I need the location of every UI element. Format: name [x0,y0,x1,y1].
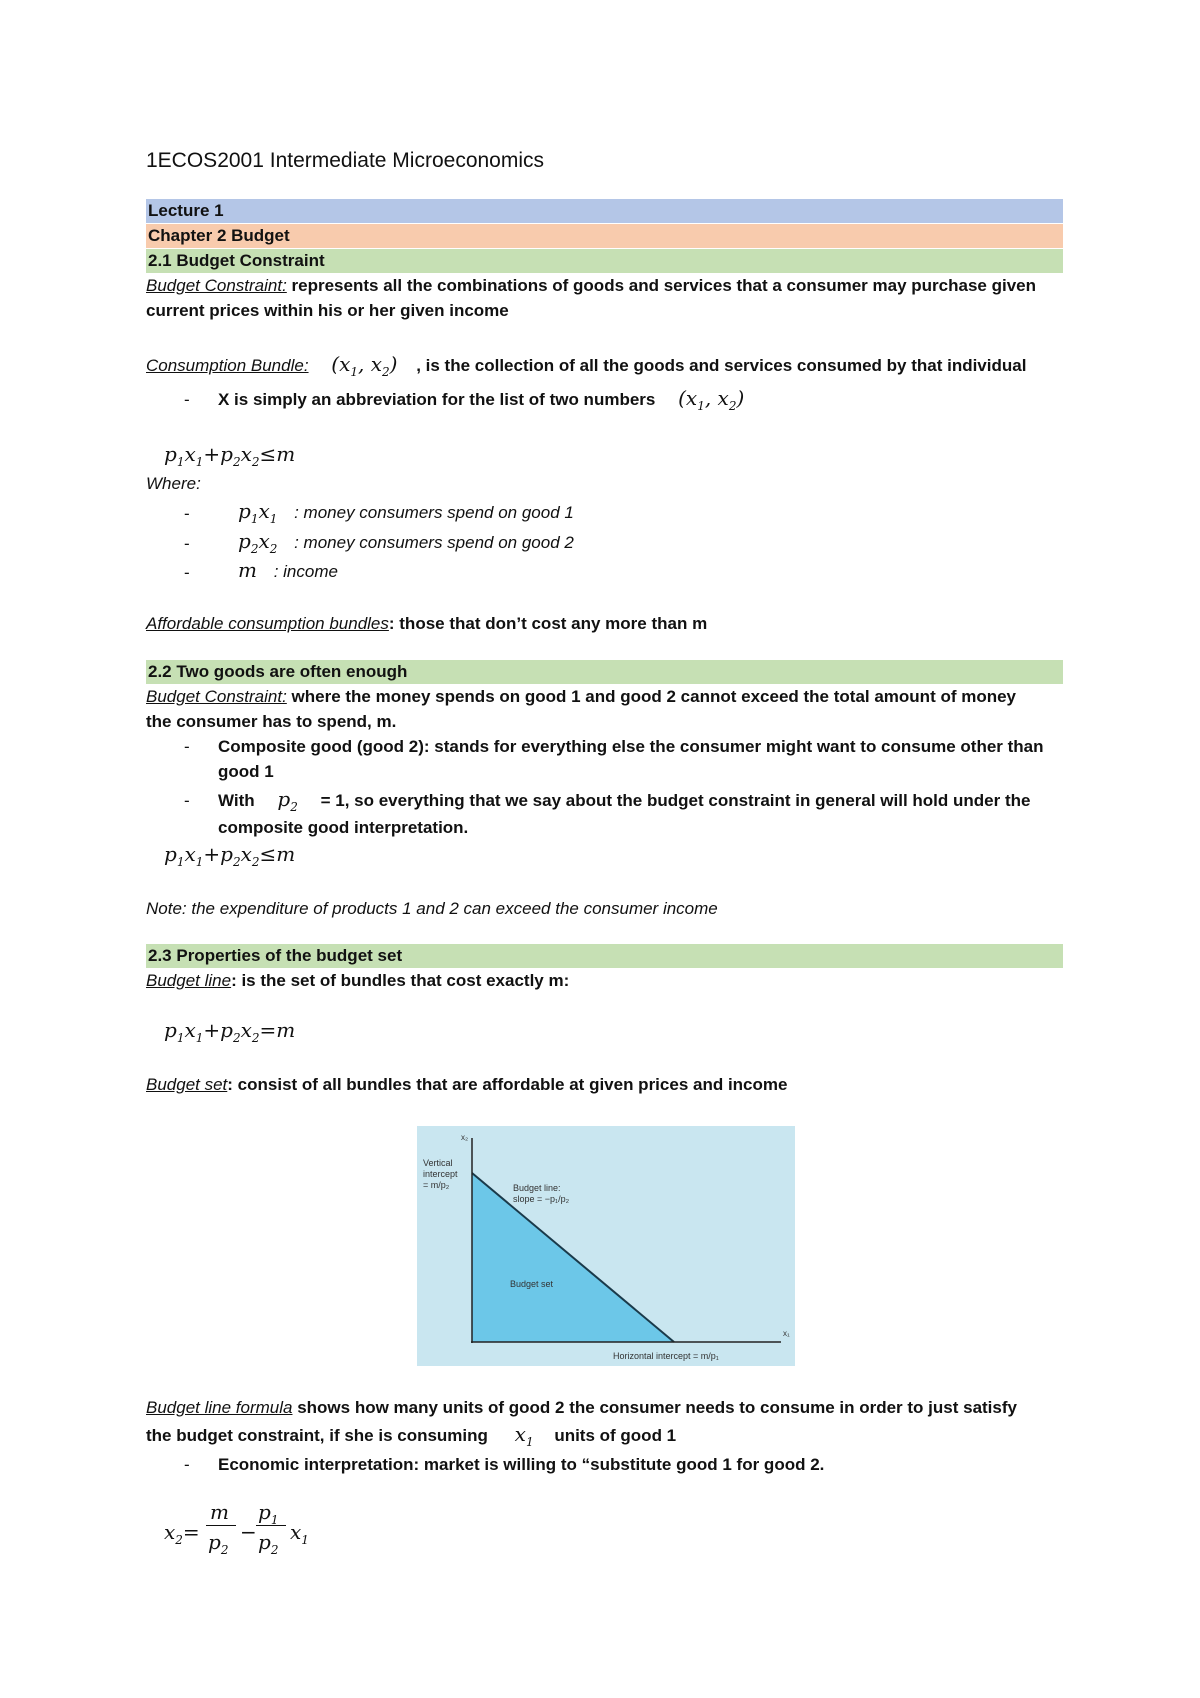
economic-interpretation: Economic interpretation: market is willing to “substitute good 1 for good 2. [218,1455,825,1474]
bc-definition-line2: current prices within his or her given income [146,301,509,320]
vertical-intercept-label-1: Vertical [423,1158,453,1168]
course-title: 1ECOS2001 Intermediate Microeconomics [146,149,545,172]
x-axis-label: x₁ [783,1329,790,1338]
budget-inequality: $p_1x_1+p_2x_2\le m$ [164,442,296,469]
section-2-2-header: 2.2 Two goods are often enough [146,660,1063,684]
horizontal-intercept-label: Horizontal intercept = m/p₁ [613,1351,719,1361]
composite-bullet-2b: composite good interpretation. [218,818,469,837]
bundle-math-2: ($x_1$, $x_2$) [678,386,745,413]
bullet-dash: - [184,563,190,582]
composite-bullet-1b: good 1 [218,762,274,781]
bundle-definition [146,352,1026,384]
bundle-term: Consumption Bundle: [146,356,309,375]
bc-definition-line1 [146,274,1036,298]
vertical-intercept-label-3: = m/p₂ [423,1180,450,1190]
y-axis-label: x₂ [461,1133,469,1142]
composite-bullet-2: With $p_2 = 1$, so everything that we say about the budget constraint in general will hold under the [218,787,1031,814]
bundle-math: ($x_1$, $x_2$) [331,352,398,379]
composite-bullet-1: Composite good (good 2): stands for everything else the consumer might want to consume other than [218,737,1044,756]
formula-definition-line1: Budget line formula shows how many units of good 2 the consumer needs to consume in order to just satisfy [146,1398,1017,1417]
budget-set-figure [417,1126,795,1366]
affordable-definition: Affordable consumption bundles: those that don’t cost any more than m [146,614,708,633]
bullet-dash: - [184,534,190,553]
budget-line-label-1: Budget line: [513,1183,561,1193]
budget-line-equation: $p_1x_1+p_2x_2=m$ [164,1018,296,1045]
bc-term: Budget Constraint: [146,276,287,295]
lecture-header: Lecture 1 [146,199,1063,223]
budget-line-label-2: slope = −p₁/p₂ [513,1194,570,1204]
where-item-1: $p_1x_1$ : money consumers spend on good 1 [238,499,574,526]
bc2-line2: the consumer has to spend, m. [146,712,397,731]
budget-set-definition: Budget set: consist of all bundles that are affordable at given prices and income [146,1075,788,1094]
vertical-intercept-label-2: intercept [423,1169,458,1179]
formula-definition-line2: the budget constraint, if she is consuming $x_1$ units of good 1 [146,1422,677,1449]
chapter-header: Chapter 2 Budget [146,224,1063,248]
bullet-dash: - [184,737,190,756]
note: Note: the expenditure of products 1 and 2 can exceed the consumer income [146,899,718,918]
bullet-dash: - [184,390,190,409]
bullet-dash: - [184,504,190,523]
bullet-dash: - [184,1455,190,1474]
bc-def: represents all the combinations of goods and services that a consumer may purchase given [286,276,1036,295]
document-page: 1ECOS2001 Intermediate Microeconomics Lecture 1 Chapter 2 Budget 2.1 Budget Constraint Budget Constraint: represents all the combinations of goods and services that a consumer may purchase given current prices within his or her given income Consumption Bundle: ($x_1$, $x_2$) , is the collection of all the goods and services consumed by that individual - X is simply an abbreviation for the list of two numbers ($x_1$, $x_2$) $p_1x_1+p_2x_2\le m$ Where: - $p_1x_1$ : money consumers spend on good 1 - $p_2x_2$ : money consumers spend on good 2 - m : income Affordable consumption bundles: those that don’t cost any more than m 2.2 Two goods are often enough Budget Constraint: where the money spends on good 1 and good 2 cannot exceed the total amount of money the consumer has to spend, m. - Composite good (good 2): stands for everything else the consumer might want to consume other than good 1 - With $p_2 = 1$, so everything that we say about the budget constraint in general will hold under the composite good interpretation. $p_1x_1+p_2x_2\le m$ Note: the expenditure of products 1 and 2 can exceed the consumer income 2.3 Properties of the budget set Budget line: is the set of bundles that cost exactly m: $p_1x_1+p_2x_2=m$ Budget set: consist of all bundles that are affordable at given prices and income x₂ x₁ Vertical intercept = m/p₂ Budget line: slope = −p₁/p₂ Budget set Horizontal intercept = m/p₁ Budget line formula shows how many units of good 2 the consumer needs to consume in order to just satisfy the budget constraint, if she is consuming $x_1$ units of good 1 - Economic interpretation: market is willing to “substitute good 1 for good 2. $x_2=$ m $p_2$ − $p_1$ $p_2$ $x_1$ [0,0,1200,1698]
budget-set-label: Budget set [510,1279,554,1289]
bc2-line1: Budget Constraint: where the money spends on good 1 and good 2 cannot exceed the total amount of money [146,687,1017,706]
budget-line-definition: Budget line: is the set of bundles that cost exactly m: [146,971,570,990]
budget-inequality-2: $p_1x_1+p_2x_2\le m$ [164,842,296,869]
bundle-def: , is the collection of all the goods and services consumed by that individual [416,356,1027,375]
where-item-2: $p_2x_2$ : money consumers spend on good 2 [238,529,574,556]
section-2-1-header: 2.1 Budget Constraint [146,249,1063,273]
bundle-bullet: X is simply an abbreviation for the list of two numbers ($x_1$, $x_2$) [218,386,745,413]
where-label: Where: [146,474,201,493]
where-item-3: m : income [238,558,338,582]
section-2-3-header: 2.3 Properties of the budget set [146,944,1063,968]
bullet-dash: - [184,791,190,810]
